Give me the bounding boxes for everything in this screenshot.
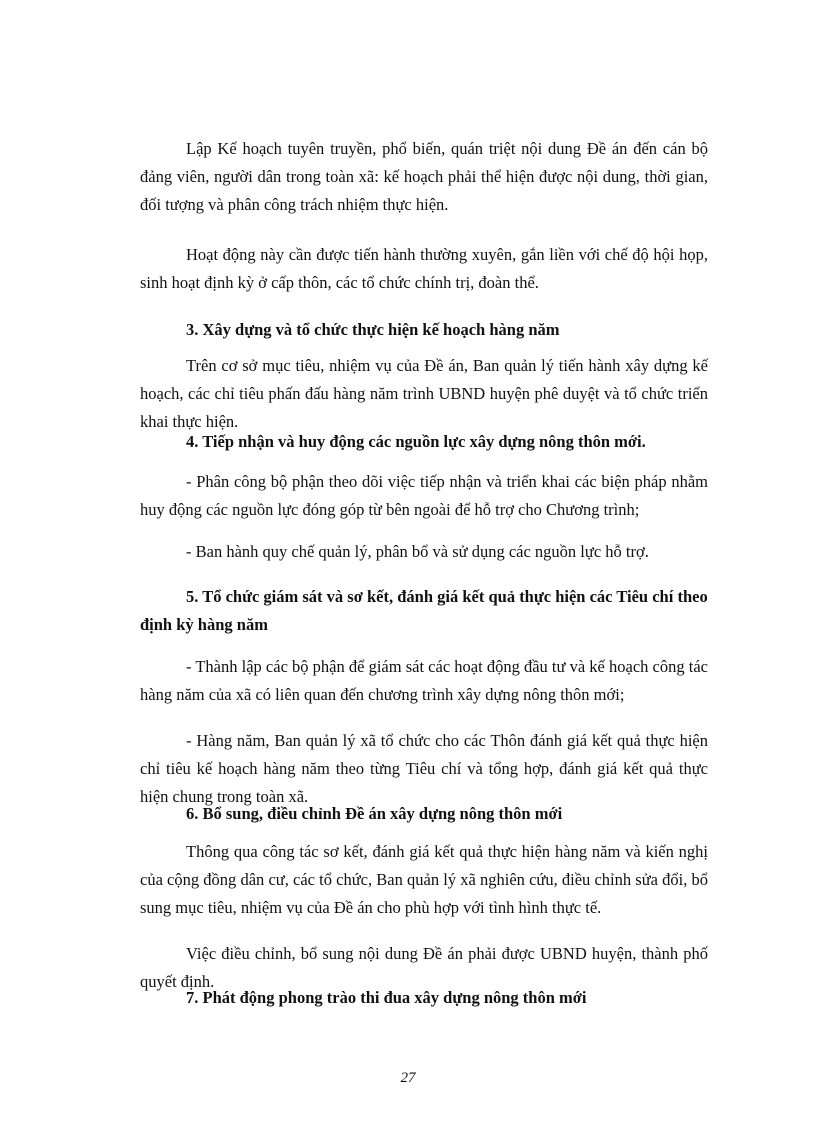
paragraph-propaganda-plan: Lập Kế hoạch tuyên truyền, phổ biến, quán triệt nội dung Đề án đến cán bộ đảng viên, người dân trong toàn xã: kế hoạch phải thể hiện được nội dung, thời gian, đối tượng và phân công trách nhiệm thực hiện. <box>140 139 708 214</box>
paragraph-adjustment-decision: Việc điều chỉnh, bổ sung nội dung Đề án phải được UBND huyện, thành phố quyết định. <box>140 944 708 991</box>
paragraph-review-adjust: Thông qua công tác sơ kết, đánh giá kết quả thực hiện hàng năm và kiến nghị của cộng đồng dân cư, các tổ chức, Ban quản lý xã nghiên cứu, điều chỉnh sửa đổi, bổ sung mục tiêu, nhiệm vụ của Đề án cho phù hợp với tình hình thực tế. <box>140 842 708 917</box>
paragraph-annual-evaluation: - Hàng năm, Ban quản lý xã tổ chức cho các Thôn đánh giá kết quả thực hiện chỉ tiêu kế hoạch hàng năm theo từng Tiêu chí và tổng hợp, đánh giá kết quả thực hiện chung trong toàn xã. <box>140 731 708 806</box>
paragraph-assign-department: - Phân công bộ phận theo dõi việc tiếp nhận và triển khai các biện pháp nhằm huy động các nguồn lực đóng góp từ bên ngoài để hỗ trợ cho Chương trình; <box>140 472 708 519</box>
heading-section-5: 5. Tổ chức giám sát và sơ kết, đánh giá kết quả thực hiện các Tiêu chí theo định kỳ hàng năm <box>140 587 708 634</box>
heading-section-7: 7. Phát động phong trào thi đua xây dựng nông thôn mới <box>186 988 587 1007</box>
page-number: 27 <box>400 1070 416 1086</box>
paragraph-establish-supervision: - Thành lập các bộ phận để giám sát các hoạt động đầu tư và kế hoạch công tác hàng năm của xã có liên quan đến chương trình xây dựng nông thôn mới; <box>140 657 708 704</box>
heading-section-6: 6. Bổ sung, điều chỉnh Đề án xây dựng nông thôn mới <box>186 804 563 823</box>
paragraph-issue-regulations: - Ban hành quy chế quản lý, phân bổ và sử dụng các nguồn lực hỗ trợ. <box>186 542 649 561</box>
heading-section-3: 3. Xây dựng và tổ chức thực hiện kế hoạch hàng năm <box>186 320 560 339</box>
paragraph-annual-plan: Trên cơ sở mục tiêu, nhiệm vụ của Đề án, Ban quản lý tiến hành xây dựng kế hoạch, các chỉ tiêu phấn đấu hàng năm trình UBND huyện phê duyệt và tổ chức triển khai thực hiện. <box>140 356 708 431</box>
heading-section-4: 4. Tiếp nhận và huy động các nguồn lực xây dựng nông thôn mới. <box>186 432 646 451</box>
paragraph-regular-activities: Hoạt động này cần được tiến hành thường xuyên, gắn liền với chế độ hội họp, sinh hoạt định kỳ ở cấp thôn, các tổ chức chính trị, đoàn thể. <box>140 245 708 292</box>
